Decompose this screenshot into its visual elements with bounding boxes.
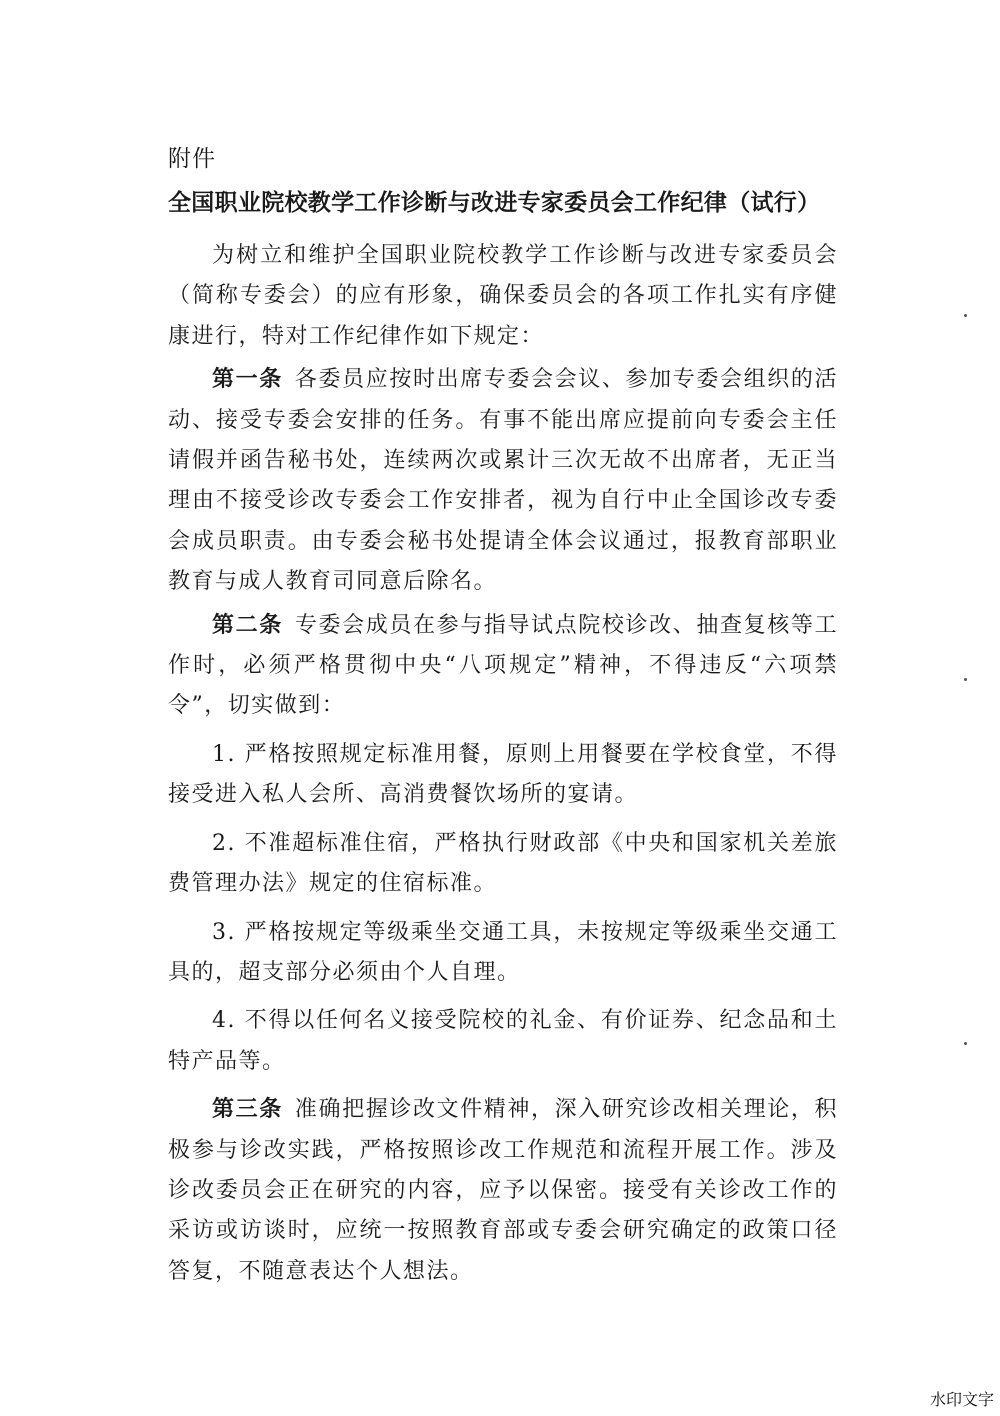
list-item: 2. 不准超标准住宿，严格执行财政部《中央和国家机关差旅费管理办法》规定的住宿标准。 [168, 830, 838, 897]
article-2-heading: 第二条 [212, 612, 283, 638]
attachment-label: 附件 [168, 146, 216, 172]
article-2-paragraph [168, 606, 838, 727]
intro-paragraph: 为树立和维护全国职业院校教学工作诊断与改进专家委员会（简称专委会）的应有形象，确保委员会的各项工作扎实有序健康进行，特对工作纪律作如下规定： [168, 243, 838, 349]
article-1-paragraph [168, 360, 838, 602]
article-3-text: 准确把握诊改文件精神，深入研究诊改相关理论，积极参与诊改实践，严格按照诊改工作规范和流程开展工作。涉及诊改委员会正在研究的内容，应予以保密。接受有关诊改工作的采访或访谈时，应统一按照教育部或专委会研究确定的政策口径答复，不随意表达个人想法。 [168, 1097, 838, 1284]
list-item: 4. 不得以任何名义接受院校的礼金、有价证券、纪念品和土特产品等。 [168, 1008, 838, 1074]
watermark-text: 水印文字 [929, 1390, 994, 1409]
article-3-heading: 第三条 [212, 1097, 283, 1123]
article-3-paragraph [168, 1090, 838, 1292]
list-item: 1. 严格按照规定标准用餐，原则上用餐要在学校食堂，不得接受进入私人会所、高消费餐饮场所的宴请。 [168, 741, 838, 808]
article-1-heading: 第一条 [212, 367, 283, 393]
document-body [168, 236, 838, 1292]
scan-mark [964, 678, 967, 681]
article-1-text: 各委员应按时出席专委会会议、参加专委会组织的活动、接受专委会安排的任务。有事不能出席应提前向专委会主任请假并函告秘书处，连续两次或累计三次无故不出席者，无正当理由不接受诊改专委会工作安排者，视为自行中止全国诊改专委会成员职责。由专委会秘书处提请全体会议通过，报教育部职业教育与成人教育司同意后除名。 [168, 367, 838, 595]
document-title: 全国职业院校教学工作诊断与改进专家委员会工作纪律（试行） [168, 190, 821, 216]
scan-mark [964, 1042, 967, 1045]
article-2-text: 专委会成员在参与指导试点院校诊改、抽查复核等工作时，必须严格贯彻中央“八项规定”精神，不得违反“六项禁令”，切实做到： [168, 612, 838, 719]
list-item: 3. 严格按规定等级乘坐交通工具，未按规定等级乘坐交通工具的，超支部分必须由个人自理。 [168, 919, 838, 985]
scan-mark [964, 314, 967, 317]
